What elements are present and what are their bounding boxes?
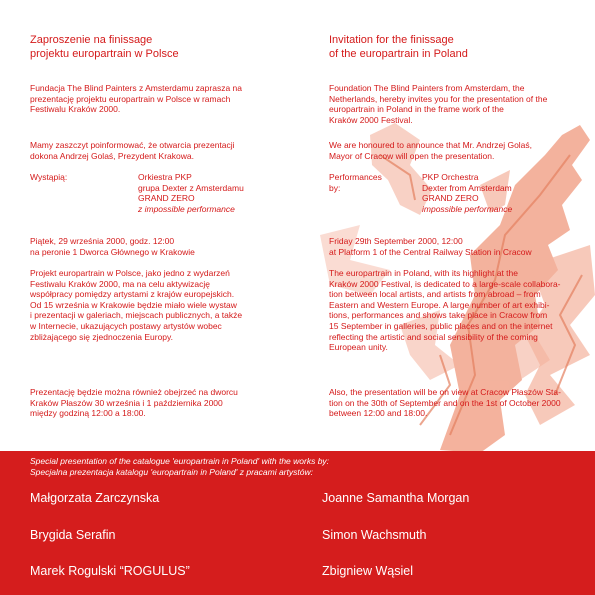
polish-opening: Mamy zaszczyt poinformować, że otwarcia prezentacji dokona Andrzej Golaś, Prezydent Krakowa. [30, 140, 235, 161]
performer: grupa Dexter z Amsterdamu [138, 182, 244, 193]
performer: Dexter from Amsterdam [422, 182, 512, 193]
catalogue-intro [30, 456, 329, 478]
polish-performances-label: Wystąpią: [30, 172, 68, 182]
performer: GRAND ZERO [138, 193, 195, 204]
polish-description: Projekt europartrain w Polsce, jako jedno z wydarzeń Festiwalu Kraków 2000, ma na celu aktywizację współpracy pomiędzy artystami z krajów europejskich. Od 15 września w Krakowie będzie miało wiele wystaw i prezentacji w galeriach, miejscach publicznych, a także w Internecie, ukazujących postawy artystów wobec zbliżającego się zjednoczenia Europy. [30, 268, 243, 342]
performer: Orkiestra PKP [138, 172, 192, 182]
catalogue-band [0, 451, 595, 595]
artist-name: Zbigniew Wąsiel [322, 564, 414, 578]
artist-name: Małgorzata Zarczynska [30, 491, 160, 505]
artist-name: Brygida Serafin [30, 528, 116, 542]
catalogue-intro-en: Special presentation of the catalogue 'europartrain in Poland' with the works by: [30, 456, 330, 466]
performer: impossible performance [422, 203, 513, 214]
polish-intro: Fundacja The Blind Painters z Amsterdamu zaprasza na prezentację projektu europartrain w Polsce w ramach Festiwalu Kraków 2000. [30, 83, 242, 115]
performer: PKP Orchestra [422, 172, 479, 182]
english-also: Also, the presentation will be on view at Cracow Płaszów Sta- tion on the 30th of September and on the 1st of October 2000 between 12:00 and 18:00. [329, 387, 561, 419]
artist-name: Simon Wachsmuth [322, 528, 427, 542]
english-intro: Foundation The Blind Painters from Amsterdam, the Netherlands, hereby invites you for the presentation of the europartrain in Poland in the frame work of the Kraków 2000 Festival. [329, 83, 548, 125]
artist-name: Marek Rogulski “ROGULUS” [30, 564, 190, 578]
performer: z impossible performance [138, 203, 235, 214]
catalogue-intro-pl: Specjalna prezentacja katalogu 'europartrain in Poland' z pracami artystów: [30, 467, 313, 477]
english-date: Friday 29th September 2000, 12:00 at Platform 1 of the Central Railway Station in Cracow [329, 236, 532, 257]
english-title: Invitation for the finissage of the europartrain in Poland [329, 34, 468, 60]
polish-title: Zaproszenie na finissage projektu europartrain w Polsce [30, 34, 179, 60]
polish-date: Piątek, 29 września 2000, godz. 12:00 na peronie 1 Dworca Głównego w Krakowie [30, 236, 195, 257]
artist-name: Joanne Samantha Morgan [322, 491, 470, 505]
performer: GRAND ZERO [422, 193, 479, 204]
polish-also: Prezentację będzie można również obejrzeć na dworcu Kraków Płaszów 30 września i 1 października 2000 między godziną 12:00 a 18:00. [30, 387, 238, 419]
english-description: The europartrain in Poland, with its highlight at the Kraków 2000 Festival, is dedicated to a large-scale collabora- tion between local artists, and artists from abroad – from Eastern and Western Europe. A large number of art exhibi- tions, performances and shows take place in Cracow from 15 September in galleries, public places and on the internet reflecting the artistic and social sensibility of the coming European unity. [329, 268, 561, 353]
english-opening: We are honoured to announce that Mr. Andrzej Golaś, Mayor of Cracow will open the presentation. [329, 140, 533, 161]
english-performances-label: Performances by: [329, 172, 382, 193]
